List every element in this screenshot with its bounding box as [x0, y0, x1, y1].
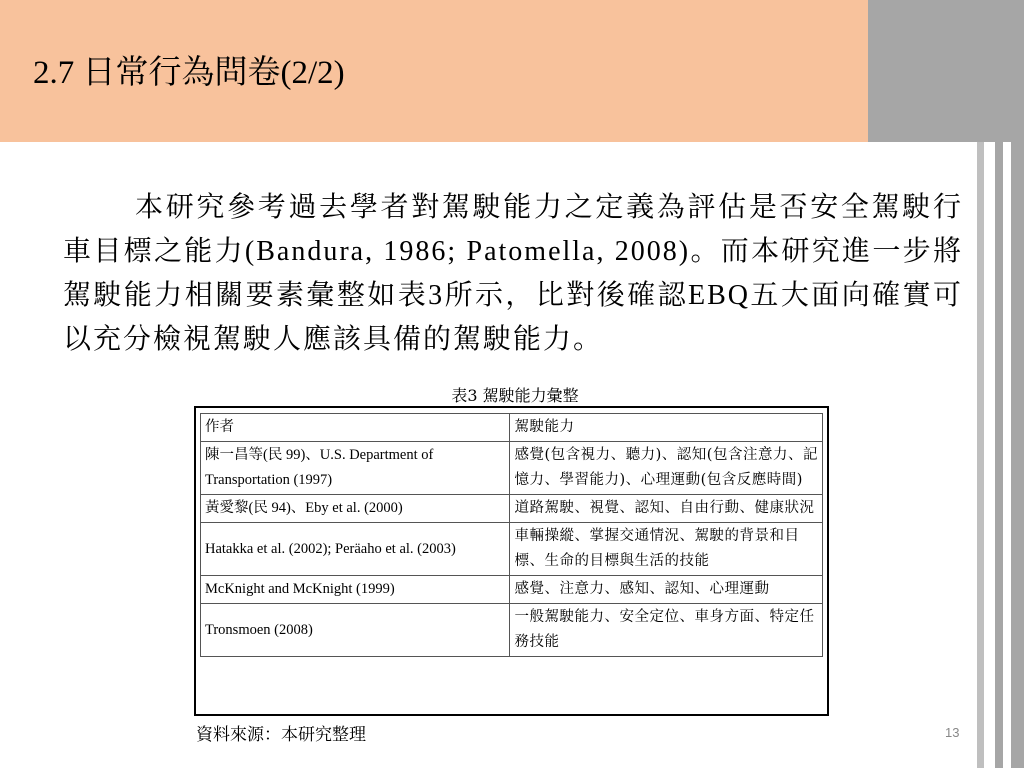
author-cell: McKnight and McKnight (1999): [201, 576, 510, 604]
table-row: [201, 576, 823, 604]
table-row: [201, 604, 823, 657]
table: [200, 413, 823, 657]
slide-title: 2.7 日常行為問卷(2/2): [33, 55, 345, 91]
source-note: 資料來源：本研究整理: [196, 725, 366, 745]
corner-decoration: [868, 0, 1024, 142]
author-cell: 黃愛黎(民 94)、Eby et al. (2000): [201, 495, 510, 523]
ability-cell: 道路駕駛、視覺、認知、自由行動、健康狀況: [510, 495, 823, 523]
ability-cell: 一般駕駛能力、安全定位、車身方面、特定任務技能: [510, 604, 823, 657]
body-paragraph: 本研究參考過去學者對駕駛能力之定義為評估是否安全駕駛行車目標之能力(Bandura, 1986; Patomella, 2008)。而本研究進一步將駕駛能力相關要素彙整如表3所示，比對後確認EBQ五大面向確實可以充分檢視駕駛人應該具備的駕駛能力。: [63, 192, 963, 355]
table-row: [201, 442, 823, 495]
header-ability: 駕駛能力: [510, 414, 823, 442]
ability-cell: 感覺、注意力、感知、認知、心理運動: [510, 576, 823, 604]
table-header-row: [201, 414, 823, 442]
header-author: 作者: [201, 414, 510, 442]
ability-cell: 感覺(包含視力、聽力)、認知(包含注意力、記憶力、學習能力)、心理運動(包含反應時間): [510, 442, 823, 495]
author-cell: Hatakka et al. (2002); Peräaho et al. (2003): [201, 523, 510, 576]
table-row: [201, 495, 823, 523]
ability-cell: 車輛操縱、掌握交通情況、駕駛的背景和目標、生命的目標與生活的技能: [510, 523, 823, 576]
decorative-stripe: [977, 142, 984, 768]
driving-ability-table: [194, 406, 829, 716]
table-row: [201, 523, 823, 576]
author-cell: 陳一昌等(民 99)、U.S. Department of Transportation (1997): [201, 442, 510, 495]
author-cell: Tronsmoen (2008): [201, 604, 510, 657]
decorative-stripe: [995, 142, 1003, 768]
page-number: 13: [945, 725, 960, 740]
body-paragraph-container: [63, 186, 963, 362]
decorative-stripe: [1011, 142, 1024, 768]
table-caption: 表3 駕駛能力彙整: [451, 386, 579, 405]
